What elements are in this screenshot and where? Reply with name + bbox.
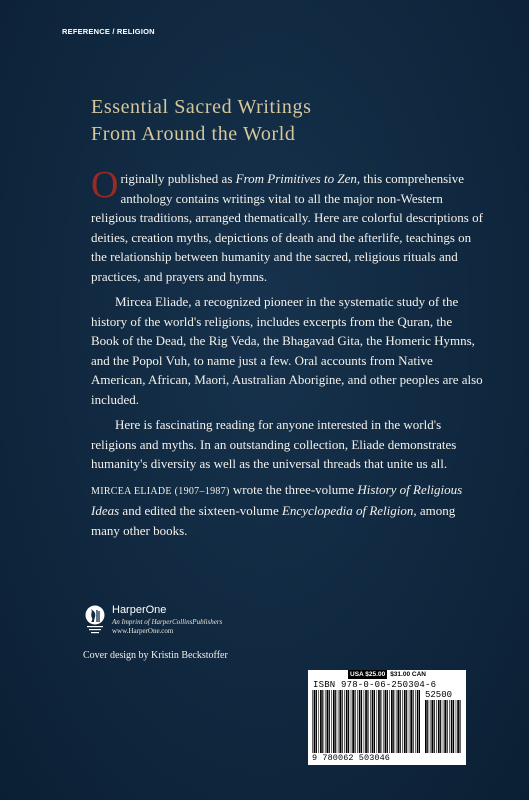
barcode-bar [314, 690, 316, 753]
barcode-bar [413, 690, 414, 753]
barcode-bar [364, 690, 365, 753]
barcode-bar [419, 690, 420, 753]
description [91, 164, 483, 546]
barcode-bar [320, 690, 322, 753]
barcode-bar [352, 690, 354, 753]
paragraph-1-lead: riginally published as [120, 171, 236, 186]
barcode-bar [438, 700, 440, 753]
barcode-bar [361, 690, 362, 753]
barcode-bar [415, 690, 416, 753]
publisher-name: HarperOne [112, 604, 167, 616]
author-bio-text-3: among many other books. [91, 503, 456, 538]
barcode-bar [322, 690, 323, 753]
barcode-bar [400, 690, 401, 753]
author-bio-text-1: wrote the three-volume [229, 481, 358, 497]
barcode-bar [318, 690, 319, 753]
price-canada: $31.00 CAN [390, 671, 426, 678]
original-title: From Primitives to Zen, [235, 171, 361, 186]
barcode-bar [393, 690, 394, 753]
barcode-bar [378, 690, 380, 753]
paragraph-1 [91, 164, 483, 286]
barcode-bar [339, 690, 341, 753]
barcode-bar [327, 690, 329, 753]
barcode-bar [338, 690, 339, 753]
price-row [308, 670, 466, 679]
barcode-bar [449, 700, 450, 753]
barcode-bar [404, 690, 406, 753]
book-title-1: History of Religious Ideas [91, 481, 463, 518]
author-bio-text-2: and edited the sixteen-volume [119, 503, 282, 518]
book-title-2: Encyclopedia of Religion, [281, 503, 417, 518]
paragraph-2: Mircea Eliade, a recognized pioneer in the systematic study of the history of the world's religions, includes excerpts from the Quran, the Book of the Dead, the Rig Veda, the Bhagavad Gita, the Homeric Hymns, and the Popol Vuh, to name just a few. Oral accounts from Native American, African, Maori, Australian Aborigine, and other peoples are also included. [91, 294, 483, 407]
barcode-bar [425, 700, 427, 753]
publisher-imprint: An Imprint of HarperCollinsPublishers [112, 618, 223, 626]
barcode-bar [436, 700, 437, 753]
barcode-bar [380, 690, 381, 753]
barcode-bar [397, 690, 399, 753]
barcode-bar [355, 690, 356, 753]
paragraph-1-rest: this comprehensive anthology contains writings vital to all the major non-Western religious traditions, arranged thematically. Here are colorful descriptions of deities, creation myths, depictions of death and the afterlife, teachings on the relationship between humanity and the sacred, religious rituals and practices, and prayers and hymns. [91, 171, 483, 284]
headline-line-1: Essential Sacred Writings [91, 96, 312, 118]
barcode-bar [312, 690, 313, 753]
barcode-bar [457, 700, 459, 753]
barcode-bar [344, 690, 345, 753]
publisher-url: www.HarperOne.com [112, 627, 174, 635]
cover-credit: Cover design by Kristin Beckstoffer [83, 650, 228, 661]
barcode-bar [444, 700, 446, 753]
paragraph-3: Here is fascinating reading for anyone interested in the world's religions and myths. In an outstanding collection, Eliade demonstrates humanity's diversity as well as the universal threads that unite us all. [91, 417, 457, 471]
barcode-bar [440, 700, 441, 753]
barcode-bar [387, 690, 388, 753]
headline-line-2: From Around the World [91, 123, 296, 145]
author-bio [91, 480, 483, 541]
barcode-bar [453, 700, 454, 753]
barcode-bar [351, 690, 352, 753]
barcode-bar [372, 690, 374, 753]
barcode-bar [365, 690, 367, 753]
barcode-bar [456, 700, 457, 753]
barcode-bar [348, 690, 349, 753]
barcode-bar [342, 690, 343, 753]
barcode-bar [335, 690, 336, 753]
isbn-number: ISBN 978-0-06-250304-6 [313, 680, 437, 690]
barcode-bar [410, 690, 412, 753]
barcode-bar [406, 690, 407, 753]
barcode-bar [409, 690, 410, 753]
barcode-bar [459, 700, 460, 753]
harperone-fire-water-logo-icon [84, 604, 106, 636]
barcode-bar [333, 690, 335, 753]
barcode-bar [402, 690, 403, 753]
barcode-bar [316, 690, 317, 753]
barcode-bar [331, 690, 332, 753]
barcode-bar [383, 690, 384, 753]
ean-barcode-bars [312, 690, 420, 753]
barcode-bar [391, 690, 393, 753]
barcode-bar [377, 690, 378, 753]
category-label: REFERENCE / RELIGION [62, 27, 155, 36]
author-name: MIRCEA ELIADE [91, 485, 172, 497]
barcode-bar [417, 690, 419, 753]
ean-digits: 9 780062 503046 [312, 753, 391, 763]
barcode-bar [389, 690, 390, 753]
price-addon-bars [425, 700, 462, 753]
price-code: 52500 [425, 690, 453, 700]
barcode-bar [325, 690, 326, 753]
publisher-block [84, 604, 284, 640]
barcode-bar [447, 700, 448, 753]
barcode-bar [374, 690, 375, 753]
barcode-bar [357, 690, 358, 753]
barcode-bar [431, 700, 433, 753]
author-dates: (1907–1987) [171, 485, 230, 497]
barcode-bar [370, 690, 371, 753]
barcode-bar [359, 690, 361, 753]
barcode-bar [385, 690, 387, 753]
barcode-bar [329, 690, 330, 753]
barcode-bar [367, 690, 368, 753]
barcode-bar [396, 690, 397, 753]
isbn-barcode [308, 670, 466, 765]
headline [91, 94, 311, 148]
barcode-bar [430, 700, 431, 753]
barcode-bar [451, 700, 453, 753]
barcode-bar [427, 700, 428, 753]
dropcap: O [91, 164, 119, 206]
barcode-bar [443, 700, 444, 753]
barcode-bar [434, 700, 435, 753]
barcode-bar [346, 690, 348, 753]
price-usa: USA $25.00 [350, 671, 386, 678]
